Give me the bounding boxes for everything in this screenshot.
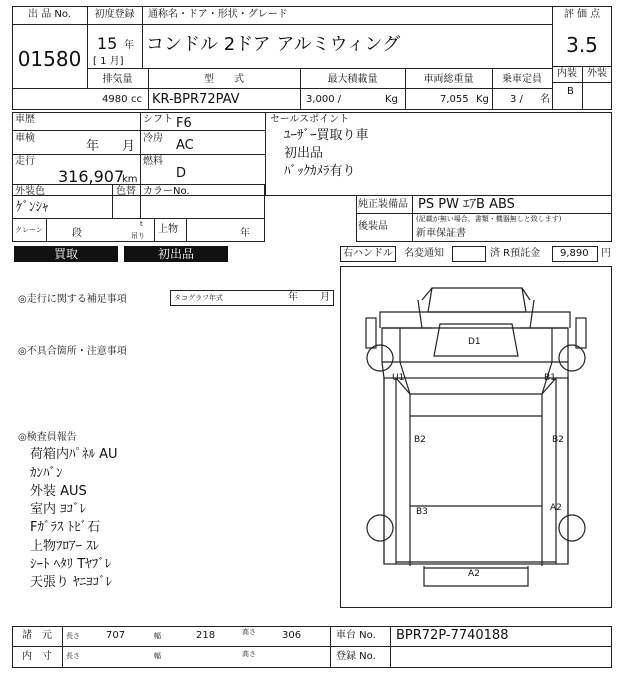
steering: 右ハンドル	[343, 248, 393, 259]
warranty-label: 後装品	[358, 221, 388, 232]
displacement: 4980	[102, 94, 128, 105]
sales-point-1: ﾕｰｻﾞｰ買取り車	[284, 128, 369, 143]
sales-point-3: ﾊﾞｯｸｶﾒﾗ有り	[284, 164, 356, 179]
interior-length-label: 長さ	[66, 652, 80, 660]
cab-outline	[380, 312, 570, 328]
front-left-wheel	[367, 345, 393, 371]
car-name-label: 通称名・ドア・形状・グレード	[148, 9, 288, 20]
warranty-note: (記載が無い場合、書類・機器無しと致します)	[416, 215, 562, 223]
inspector-item-8: 天張り ﾔﾆﾖｺﾞﾚ	[30, 575, 113, 590]
displacement-unit: cc	[131, 94, 142, 105]
inspector-item-2: ｶﾝﾊﾞﾝ	[30, 466, 63, 481]
dims-label: 諸 元	[22, 630, 52, 641]
gross-weight-label: 車両総重量	[423, 74, 474, 85]
displacement-label: 排気量	[102, 74, 133, 85]
inspector-report-label: ◎検査員報告	[18, 432, 77, 443]
recycle-unit: 円	[601, 248, 611, 259]
front-right-wheel	[559, 345, 585, 371]
interior-height-label: 高さ	[242, 650, 256, 658]
inspection-label: 車検	[15, 133, 35, 144]
max-load-unit: Kg	[385, 94, 398, 105]
damage-b3: B3	[416, 507, 428, 517]
recycle-label: 済 R預託金	[490, 248, 541, 259]
sales-point-label: セールスポイント	[270, 114, 350, 125]
capacity-unit: 名	[540, 94, 550, 105]
damage-b2-right: B2	[552, 435, 564, 445]
crane-hang: 吊り	[131, 232, 145, 240]
cab-roof	[428, 288, 526, 312]
first-listing-badge: 初出品	[124, 246, 228, 262]
mileage-label: 走行	[15, 156, 35, 167]
purchase-badge: 買取	[14, 246, 118, 262]
equipment-label: 純正装備品	[358, 199, 408, 210]
sales-point-2: 初出品	[284, 146, 324, 161]
cargo-box	[384, 378, 568, 564]
rear-left-wheel	[367, 515, 393, 541]
crane-label: クレーン	[15, 226, 43, 234]
capacity-label: 乗車定員	[502, 74, 542, 85]
chassis-number: BPR72P-7740188	[396, 628, 509, 643]
rear-right-wheel	[559, 515, 585, 541]
inspector-item-5: Fｶﾞﾗｽ ﾄﾋﾞ石	[30, 520, 101, 535]
lot-number: 01580	[17, 47, 82, 71]
first-registration-label: 初度登録	[94, 9, 135, 20]
year-unit: 年	[124, 40, 134, 51]
running-notes-label: ◎走行に関する補足事項	[18, 294, 127, 305]
inspection-year-unit: 年	[86, 139, 100, 154]
tacho-month: 月	[320, 292, 330, 303]
crane-ton: t	[140, 220, 143, 228]
history-label: 車歴	[15, 114, 35, 125]
inspector-item-4: 室内 ﾖｺﾞﾚ	[30, 502, 87, 517]
crane-stage: 段	[72, 228, 82, 239]
interior-width-label: 幅	[154, 652, 161, 660]
inspection-month-unit: 月	[122, 139, 136, 154]
length: 707	[106, 630, 126, 641]
inspector-item-3: 外装 AUS	[30, 484, 87, 499]
shift-label: シフト	[143, 114, 173, 125]
first-registration-year: 15	[97, 34, 118, 53]
interior-dims-label: 内 寸	[22, 651, 52, 662]
color-change-label: 色替	[116, 186, 136, 197]
fuel-label: 燃料	[143, 156, 163, 167]
name-change-box	[452, 246, 486, 262]
registration-label: 登録 No.	[336, 651, 376, 662]
capacity: 3 /	[510, 94, 523, 105]
inspector-item-1: 荷箱内ﾊﾟﾈﾙ AU	[30, 447, 118, 462]
gross-weight: 7,055	[440, 94, 469, 105]
damage-a2-bottom: A2	[468, 569, 480, 579]
mileage-unit: km	[122, 174, 138, 185]
name-change-label: 名変通知	[404, 248, 444, 259]
inspector-item-7: ｼｰﾄ ﾍﾀﾘ Tﾔﾌﾞﾚ	[30, 557, 112, 572]
exterior-color: ｹﾞﾝｼｬ	[16, 200, 49, 215]
footer-dims	[12, 626, 612, 668]
recycle-value: 9,890	[560, 248, 589, 259]
damage-a2-right: A2	[550, 503, 562, 513]
grade-label: 評 価 点	[563, 9, 601, 20]
height: 306	[282, 630, 302, 641]
ac: AC	[176, 138, 194, 153]
first-registration-month: [ 1 月]	[93, 56, 124, 67]
chassis-label: 車台 No.	[336, 630, 376, 641]
gross-weight-unit: Kg	[476, 94, 489, 105]
model-label: 型 式	[204, 74, 244, 85]
width: 218	[196, 630, 216, 641]
car-name: コンドル 2ドア アルミウィング	[146, 34, 401, 55]
defects-label: ◎不具合箇所・注意事項	[18, 346, 127, 357]
interior-grade: B	[567, 86, 574, 97]
max-load: 3,000 /	[306, 94, 342, 105]
max-load-label: 最大積載量	[327, 74, 378, 85]
exterior-grade-label: 外装	[587, 68, 607, 79]
mileage: 316,907	[58, 167, 125, 186]
damage-b1: B1	[544, 373, 556, 383]
width-label: 幅	[154, 632, 161, 640]
tacho-label: タコグラフ年式	[174, 294, 223, 302]
interior-grade-label: 内装	[557, 68, 577, 79]
model: KR-BPR72PAV	[152, 92, 240, 107]
ac-label: 冷房	[143, 133, 163, 144]
truck-diagram	[340, 266, 612, 608]
mount-label: 上物	[158, 224, 178, 235]
lot-label: 出 品 No.	[28, 9, 71, 20]
length-label: 長さ	[66, 632, 80, 640]
damage-d1: D1	[468, 337, 481, 347]
tacho-year: 年	[288, 292, 298, 303]
fuel: D	[176, 166, 187, 181]
shift: F6	[176, 116, 192, 131]
color-code-label: カラーNo.	[143, 186, 190, 197]
equipment: PS PW ｴｱB ABS	[418, 197, 515, 212]
warranty-value: 新車保証書	[416, 228, 466, 239]
mount-year: 年	[240, 228, 250, 239]
overall-grade: 3.5	[566, 33, 598, 57]
damage-u1: U1	[392, 373, 405, 383]
exterior-color-label: 外装色	[15, 186, 45, 197]
height-label: 高さ	[242, 628, 256, 636]
damage-b2-left: B2	[414, 435, 426, 445]
inspector-item-6: 上物ﾌﾛｱｰ ｽﾚ	[30, 539, 100, 554]
